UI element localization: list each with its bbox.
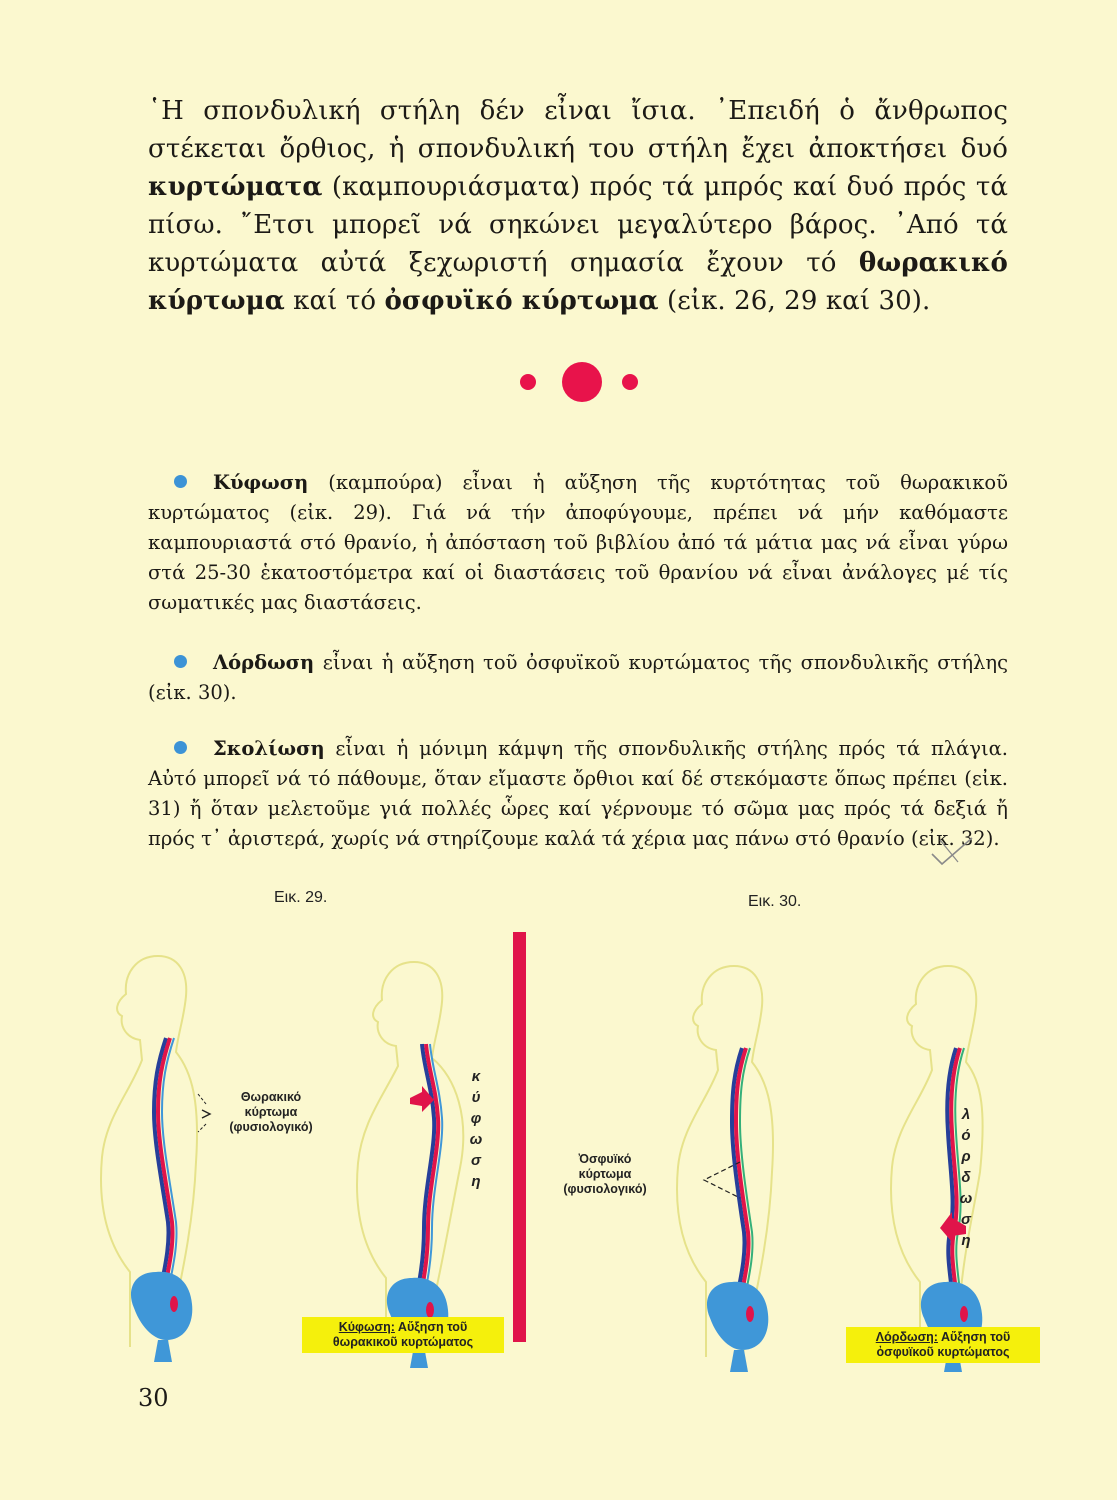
figure-divider-bar (513, 932, 526, 1342)
divider-dot-center (562, 362, 602, 402)
fig30-label-line2: κύρτωμα (578, 1167, 632, 1181)
fig30-label-line3: (φυσιολογικό) (563, 1182, 647, 1196)
fig30-callout-line1 (852, 1330, 1034, 1345)
fig30-letter: δ (961, 1169, 971, 1186)
scoliosis-paragraph (148, 734, 1008, 854)
lordosis-paragraph (148, 648, 1008, 708)
bullet-icon (174, 475, 187, 488)
fig29-letter: κ (471, 1068, 481, 1085)
fig29-normal-spine-figure (96, 942, 216, 1362)
fig29-kyphosis-spine-figure (352, 948, 482, 1368)
intro-bold-thoracic: θωρακικό κύρτωμα (148, 248, 1008, 316)
fig29-label-line2: κύρτωμα (244, 1105, 298, 1119)
kyphosis-paragraph (148, 468, 1008, 618)
fig29-caption: Εικ. 29. (274, 889, 328, 906)
kyphosis-text: (καμπούρα) εἶναι ἡ αὔξηση τῆς κυρτότητας τοῦ θωρακικοῦ κυρτώματος (εἰκ. 29). Γιά νά τήν ἀποφύγουμε, πρέπει νά μήν καθόμαστε καμπουριαστά στό θρανίο, ἡ ἀπόσταση τοῦ βιβλίου ἀπό τά μάτια μας νά εἶναι γύρω στά 25-30 ἑκατοστόμετρα καί οἱ διαστάσεις τοῦ θρανίου νά εἶναι ἀνάλογες μέ τίς σωματικές μας διαστάσεις. (148, 471, 1008, 614)
divider-dot-right (622, 374, 638, 390)
fig30-letter: η (961, 1232, 971, 1249)
fig29-label-line3: (φυσιολογικό) (229, 1120, 313, 1134)
fig29-letter: φ (470, 1110, 482, 1127)
lordosis-text: εἶναι ἡ αὔξηση τοῦ ὀσφυϊκοῦ κυρτώματος τῆς σπονδυλικῆς στήλης (εἰκ. 30). (148, 651, 1008, 704)
fig29-callout-term: Κύφωση: (338, 1320, 395, 1334)
fig30-callout-term: Λόρδωση: (875, 1330, 938, 1344)
fig30-letter: λ (961, 1106, 971, 1123)
fig30-callout-line2: ὀσφυϊκοῦ κυρτώματος (876, 1345, 1010, 1359)
lordosis-term: Λόρδωση (213, 651, 315, 674)
fig30-letter: ό (961, 1127, 971, 1144)
scoliosis-text: εἶναι ἡ μόνιμη κάμψη τῆς σπονδυλικῆς στήλης πρός τά πλάγια. Αὐτό μπορεῖ νά τό πάθουμε, ὅταν εἴμαστε ὄρθιοι καί δέ στεκόμαστε ὅπως πρέπει (εἰκ. 31) ἤ ὅταν μελετοῦμε γιά πολλές ὧρες καί γέρνουμε τό σῶμα μας πρός τά δεξιά ἤ πρός τ᾿ ἀριστερά, χωρίς νά στηρίζουμε καλά τά χέρια μας πάνω στό θρανίο (εἰκ. 32). (148, 737, 1008, 850)
intro-text-1: ῾Η σπονδυλική στήλη δέν εἶναι ἴσια. ᾿Επειδή ὁ ἄνθρωπος στέκεται ὄρθιος, ἡ σπονδυλική του στήλη ἔχει ἀποκτήσει δυό (148, 96, 1008, 164)
fig30-label-pointer (700, 1158, 744, 1208)
fig29-label-line1: Θωρακικό (240, 1090, 302, 1104)
fig29-letter: ύ (471, 1089, 481, 1106)
intro-paragraph (148, 92, 1008, 320)
fig29-callout-rest: Αὔξηση τοῦ (394, 1320, 468, 1334)
fig30-callout-rest: Αὔξηση τοῦ (937, 1330, 1011, 1344)
fig30-label-line1: Ὀσφυϊκό (578, 1152, 632, 1166)
fig30-vertical-word (956, 1104, 976, 1251)
fig30-lordosis-spine-figure (886, 952, 1006, 1372)
intro-text-4: (εἰκ. 26, 29 καί 30). (658, 286, 931, 316)
fig29-kyphosis-callout (302, 1317, 504, 1353)
fig29-thoracic-label (206, 1090, 336, 1135)
fig29-vertical-word (466, 1066, 486, 1192)
kyphosis-term: Κύφωση (213, 471, 309, 494)
fig30-lumbar-label (540, 1152, 670, 1197)
fig29-letter: η (471, 1173, 481, 1190)
bullet-icon (174, 655, 187, 668)
section-divider-dots (520, 362, 650, 404)
fig30-letter: σ (961, 1211, 971, 1228)
divider-dot-left (520, 374, 536, 390)
intro-text-3: καί τό (284, 286, 385, 316)
page-number: 30 (138, 1384, 169, 1412)
fig30-letter: ω (959, 1190, 973, 1207)
pencil-check-mark-icon (928, 832, 978, 872)
bullet-icon (174, 741, 187, 754)
scoliosis-term: Σκολίωση (213, 737, 325, 760)
fig30-letter: ρ (961, 1148, 971, 1165)
intro-bold-lumbar: ὀσφυϊκό κύρτωμα (384, 286, 659, 316)
intro-text-2: (καμπουριάσματα) πρός τά μπρός καί δυό πρός τά πίσω. ῎Ετσι μπορεῖ νά σηκώνει μεγαλύτερο βάρος. ᾿Από τά κυρτώματα αὐτά ξεχωριστή σημασία ἔχουν τό (148, 172, 1008, 278)
fig30-lordosis-callout (846, 1327, 1040, 1363)
fig29-letter: σ (471, 1152, 481, 1169)
fig29-callout-line1 (308, 1320, 498, 1335)
fig29-callout-line2: θωρακικοῦ κυρτώματος (332, 1335, 474, 1349)
intro-bold-curvatures: κυρτώματα (148, 172, 323, 202)
fig30-caption: Εικ. 30. (748, 893, 802, 910)
fig29-letter: ω (469, 1131, 483, 1148)
